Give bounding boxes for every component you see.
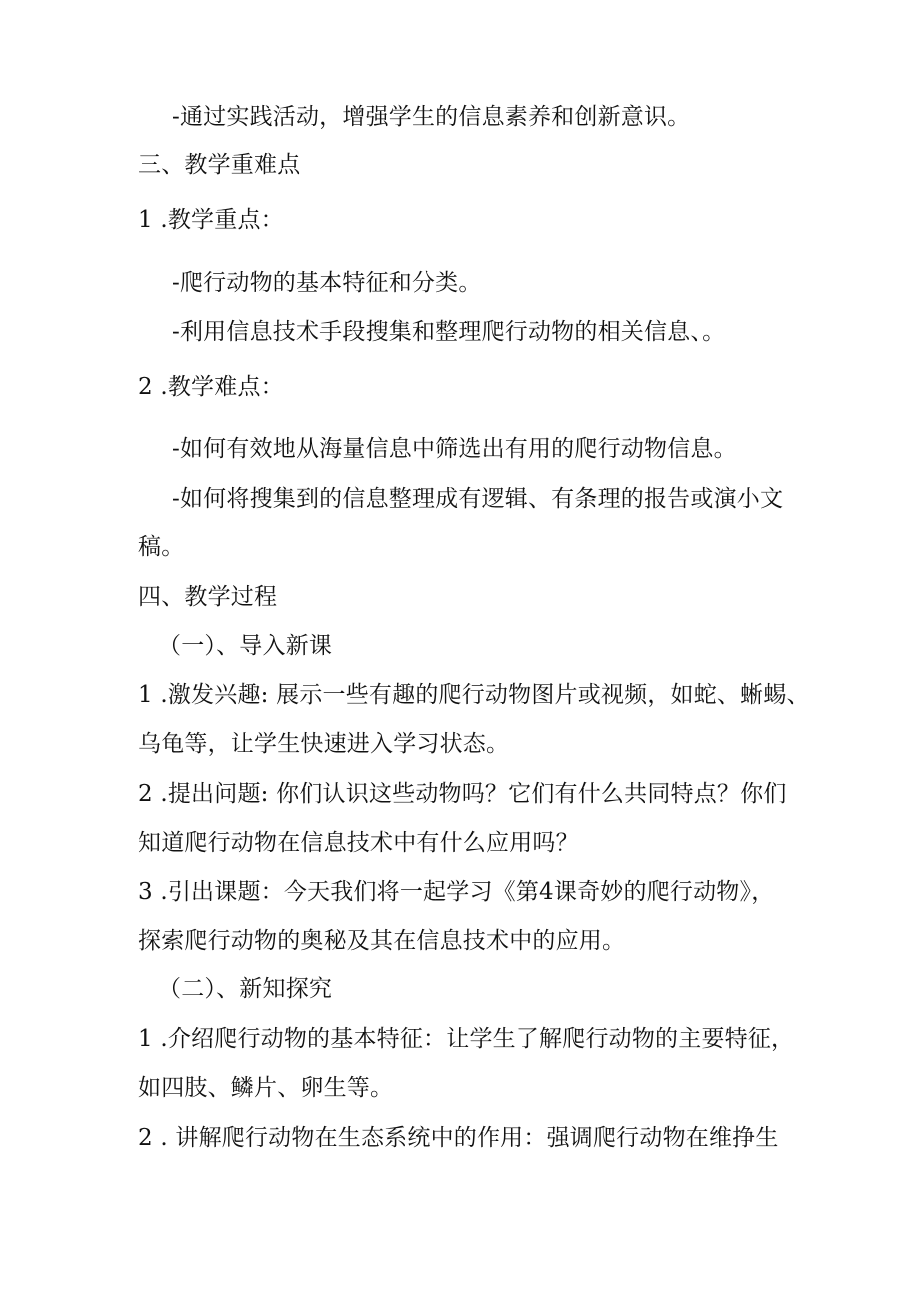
list-item: -利用信息技术手段搜集和整理爬行动物的相关信息、。 xyxy=(172,319,726,345)
paragraph-line: 1 .激发兴趣: 展示一些有趣的爬行动物图片或视频，如蛇、蜥蜴、 xyxy=(138,682,810,708)
subsection-heading-exploration: （二）、新知探究 xyxy=(158,976,333,1002)
section-heading-teaching-process: 四、教学过程 xyxy=(138,584,278,610)
paragraph-line: 2 .提出问题: 你们认识这些动物吗？它们有什么共同特点？你们 xyxy=(138,781,787,807)
list-item: -如何有效地从海量信息中筛选出有用的爬行动物信息。 xyxy=(172,436,737,462)
list-item-continuation: 稿。 xyxy=(138,534,185,560)
paragraph-line: 2 . 讲解爬行动物在生态系统中的作用：强调爬行动物在维挣生 xyxy=(138,1125,779,1151)
paragraph-line: 3 .引出课题：今天我们将一起学习《第4课奇妙的爬行动物》， xyxy=(138,879,775,905)
subheading-difficult-points: 2 .教学难点： xyxy=(138,374,284,400)
subsection-heading-intro: （一）、导入新课 xyxy=(158,633,333,659)
list-item: -如何将搜集到的信息整理成有逻辑、有条理的报告或演小文 xyxy=(172,486,784,512)
paragraph-line: 乌龟等，让学生快速进入学习状态。 xyxy=(138,731,510,757)
paragraph-line: 知道爬行动物在信息技术中有什么应用吗？ xyxy=(138,830,579,856)
paragraph-line: 探索爬行动物的奥秘及其在信息技术中的应用。 xyxy=(138,928,626,954)
paragraph-line: 1 .介绍爬行动物的基本特征：让学生了解爬行动物的主要特征， xyxy=(138,1026,795,1052)
section-heading-key-difficult-points: 三、教学重难点 xyxy=(138,152,301,178)
paragraph-line: 如四肢、鳞片、卵生等。 xyxy=(138,1075,394,1101)
objective-line: -通过实践活动，增强学生的信息素养和创新意识。 xyxy=(172,104,691,130)
list-item: -爬行动物的基本特征和分类。 xyxy=(172,270,482,296)
subheading-key-points: 1 .教学重点： xyxy=(138,207,284,233)
